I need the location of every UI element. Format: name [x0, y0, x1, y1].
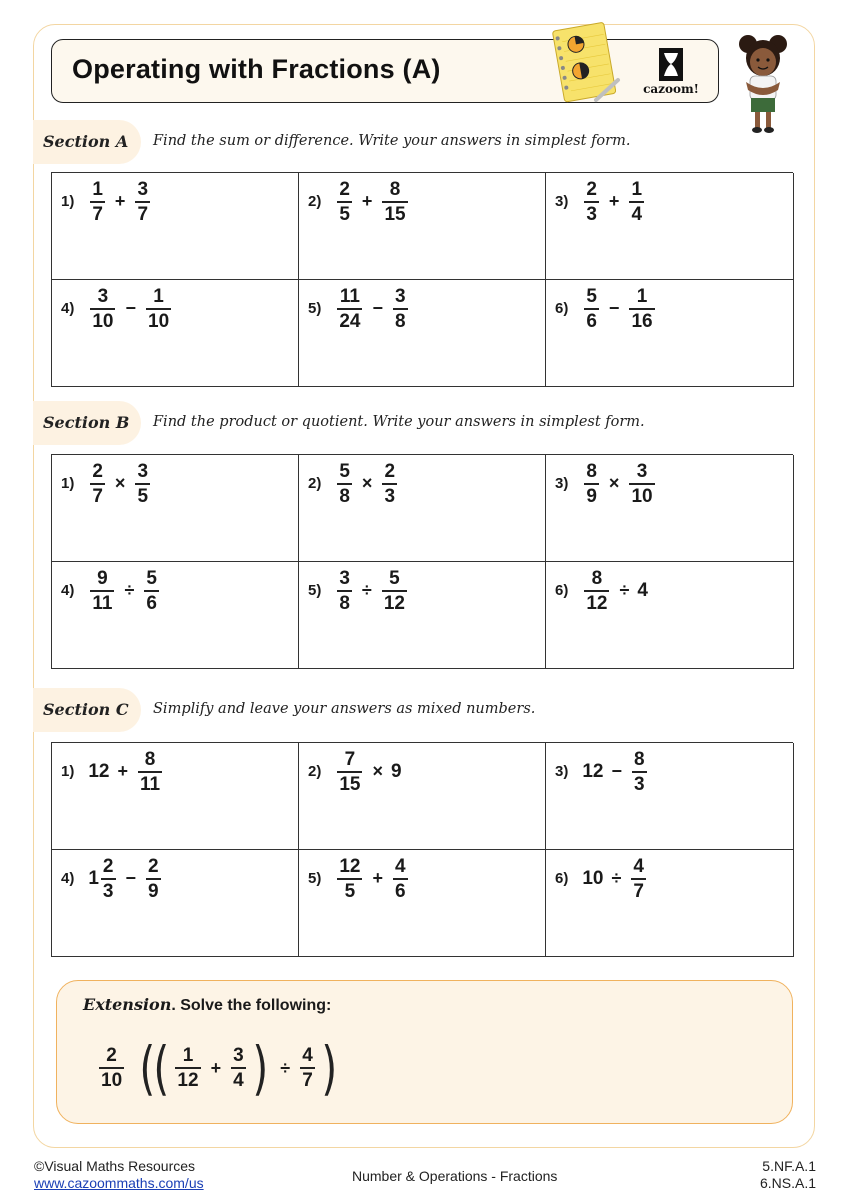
denominator: 3: [634, 773, 645, 795]
question-number: 1): [61, 193, 75, 211]
numerator: 2: [339, 179, 350, 200]
question-cell: [52, 850, 299, 957]
fraction: [144, 568, 159, 614]
question-number: 5): [308, 582, 322, 600]
question-cell: [299, 173, 546, 280]
denominator: 10: [631, 485, 653, 507]
denominator: 3: [586, 203, 597, 225]
denominator: 9: [586, 485, 597, 507]
question-expression: [308, 286, 410, 332]
operator: −: [611, 761, 622, 782]
denominator: 12: [383, 592, 405, 614]
standard-code: 5.NF.A.1: [762, 1158, 816, 1174]
fraction: [90, 179, 105, 225]
question-expression: [61, 749, 164, 795]
question-number: 4): [61, 870, 75, 888]
footer-standards: [760, 1158, 816, 1192]
fraction: [584, 179, 599, 225]
question-number: 4): [61, 582, 75, 600]
numerator: 8: [586, 461, 597, 482]
denominator: 10: [92, 310, 114, 332]
numerator: 5: [389, 568, 400, 589]
operator: +: [361, 191, 373, 212]
question-expression: [555, 461, 657, 507]
question-number: 4): [61, 300, 75, 318]
question-expression: [308, 568, 409, 614]
website-link[interactable]: www.cazoommaths.com/us: [34, 1175, 204, 1191]
numerator: 1: [153, 286, 164, 307]
question-number: 6): [555, 300, 569, 318]
fraction: [584, 286, 599, 332]
denominator: 15: [384, 203, 406, 225]
denominator: 6: [586, 310, 597, 332]
denominator: 7: [92, 203, 103, 225]
fraction: [632, 749, 647, 795]
numerator: 3: [97, 286, 109, 307]
denominator: 8: [395, 310, 406, 332]
fraction: $\frac{3}{4}$: [233, 1045, 244, 1091]
fraction: [382, 179, 407, 225]
question-expression: [555, 749, 649, 795]
extension-box: [56, 980, 793, 1124]
question-number: 1): [61, 475, 75, 493]
question-number: 2): [308, 193, 322, 211]
question-number: 3): [555, 475, 569, 493]
fraction: [101, 856, 116, 902]
numerator: 1: [92, 179, 103, 200]
numerator: 4: [395, 856, 406, 877]
fraction: [393, 286, 408, 332]
copyright-text: ©Visual Maths Resources: [34, 1158, 196, 1174]
denominator: 12: [586, 592, 608, 614]
question-expression: [308, 749, 402, 795]
numerator: 3: [137, 179, 149, 200]
question-cell: [52, 743, 299, 850]
question-expression: [61, 856, 163, 902]
footer-topic: Number & Operations - Fractions: [352, 1168, 558, 1184]
denominator: 4: [631, 203, 643, 225]
numerator: 3: [636, 461, 648, 482]
numerator: 3: [395, 286, 406, 307]
fraction: [584, 461, 599, 507]
fraction: [135, 179, 150, 225]
question-cell: [299, 743, 546, 850]
operator: ÷: [280, 1057, 291, 1078]
fraction: [393, 856, 408, 902]
denominator: 24: [339, 310, 361, 332]
section-c-header: [33, 688, 813, 732]
fraction: [337, 856, 362, 902]
question-number: 2): [308, 475, 322, 493]
fraction: [90, 568, 114, 614]
fraction: [631, 856, 646, 902]
numerator: 2: [92, 461, 103, 482]
denominator: 11: [140, 773, 161, 795]
fraction: [584, 568, 609, 614]
numerator: 2: [102, 856, 114, 877]
numerator: 3: [339, 568, 350, 589]
operator: ×: [114, 473, 126, 494]
numerator: 5: [586, 286, 597, 307]
operator: ÷: [361, 580, 372, 601]
section-instruction: Find the product or quotient. Write your answers in simplest form.: [153, 414, 645, 430]
denominator: 7: [137, 203, 149, 225]
fraction: [629, 179, 644, 225]
fraction: [337, 461, 352, 507]
operator: +: [608, 191, 620, 212]
extension-label: Extension: [83, 995, 172, 1014]
denominator: 9: [148, 880, 159, 902]
cazoom-logo: [636, 44, 706, 100]
extension-instruction: . Solve the following:: [171, 997, 332, 1014]
question-cell: [546, 173, 794, 280]
operator: +: [117, 761, 128, 782]
left-bracket: (: [139, 1034, 156, 1102]
fraction: [138, 749, 162, 795]
question-expression: [308, 856, 410, 902]
numerator: 12: [339, 856, 361, 877]
numerator: 1: [636, 286, 648, 307]
operator: +: [114, 191, 126, 212]
question-number: 1): [61, 763, 75, 781]
fraction: [337, 286, 362, 332]
question-expression: [61, 461, 152, 507]
fraction: [629, 286, 654, 332]
question-number: 3): [555, 763, 569, 781]
question-number: 5): [308, 300, 322, 318]
operator: −: [608, 298, 620, 319]
extension-title: [83, 995, 331, 1015]
denominator: 8: [339, 485, 350, 507]
denominator: 3: [102, 880, 114, 902]
standard-code: 6.NS.A.1: [759, 1175, 816, 1191]
question-cell: [546, 743, 794, 850]
fraction: [90, 461, 105, 507]
question-cell: [52, 562, 299, 669]
fraction: [135, 461, 150, 507]
question-cell: [52, 173, 299, 280]
question-number: 2): [308, 763, 322, 781]
section-b-grid: [51, 454, 793, 669]
numerator: 2: [148, 856, 159, 877]
fraction: $\frac{4}{7}$: [302, 1045, 313, 1091]
section-b-header: [33, 401, 813, 445]
footer-left: [34, 1158, 204, 1192]
section-a-header: [33, 120, 813, 164]
question-number: 6): [555, 870, 569, 888]
question-expression: [308, 461, 399, 507]
fraction: [337, 749, 362, 795]
question-number: 6): [555, 582, 569, 600]
extension-expression: [97, 1034, 341, 1102]
right-bracket: ): [321, 1034, 338, 1102]
page-title: Operating with Fractions (A): [72, 54, 441, 84]
question-cell: [299, 280, 546, 387]
operator: −: [372, 298, 383, 319]
numerator: 11: [339, 286, 360, 307]
fraction: [629, 461, 654, 507]
numerator: 5: [339, 461, 350, 482]
numerator: 5: [146, 568, 157, 589]
denominator: 15: [339, 773, 361, 795]
numerator: 2: [384, 461, 396, 482]
fraction-notepad-icon: [548, 18, 622, 104]
logo-text: cazoom!: [643, 82, 699, 96]
denominator: 5: [344, 880, 356, 902]
numerator: 8: [634, 749, 645, 770]
section-c-grid: [51, 742, 793, 957]
operator: −: [125, 298, 136, 319]
whole-number: 12: [582, 760, 604, 782]
question-cell: [52, 280, 299, 387]
question-expression: [555, 856, 648, 902]
question-expression: [555, 286, 657, 332]
denominator: 3: [384, 485, 396, 507]
fraction: [382, 461, 397, 507]
question-expression: [555, 568, 648, 614]
fraction: [90, 286, 115, 332]
question-number: 3): [555, 193, 569, 211]
question-cell: [52, 455, 299, 562]
whole-number: 9: [391, 760, 402, 782]
operator: +: [210, 1057, 222, 1078]
fraction: $\frac{1}{12}$: [177, 1045, 199, 1091]
numerator: 9: [97, 568, 108, 589]
section-instruction: Simplify and leave your answers as mixed numbers.: [153, 701, 536, 717]
denominator: 7: [92, 485, 103, 507]
question-number: 5): [308, 870, 322, 888]
left-bracket: (: [153, 1034, 170, 1102]
section-label: Section C: [43, 700, 129, 719]
section-label: Section A: [43, 132, 129, 151]
operator: ÷: [611, 868, 622, 889]
fraction: [146, 286, 171, 332]
numerator: 1: [631, 179, 643, 200]
fraction: [337, 568, 352, 614]
denominator: 11: [92, 592, 113, 614]
denominator: 5: [137, 485, 149, 507]
question-cell: [546, 850, 794, 957]
question-cell: [546, 280, 794, 387]
question-expression: [308, 179, 410, 225]
question-cell: [299, 562, 546, 669]
operator: +: [372, 868, 383, 889]
operator: ×: [608, 473, 620, 494]
denominator: 6: [395, 880, 406, 902]
section-a-grid: [51, 172, 793, 387]
whole-number: 12: [88, 760, 110, 782]
operator: −: [125, 868, 137, 889]
student-character-icon: [728, 30, 798, 134]
denominator: 7: [633, 880, 644, 902]
section-instruction: Find the sum or difference. Write your answers in simplest form.: [153, 133, 631, 149]
fraction: [382, 568, 407, 614]
numerator: 7: [344, 749, 356, 770]
numerator: 8: [389, 179, 401, 200]
question-expression: [61, 179, 152, 225]
question-cell: [299, 455, 546, 562]
fraction: [146, 856, 161, 902]
operator: ÷: [619, 580, 630, 601]
question-expression: [555, 179, 646, 225]
operator: ÷: [124, 580, 135, 601]
operator: ×: [372, 761, 383, 782]
section-label: Section B: [43, 413, 130, 432]
numerator: 8: [144, 749, 156, 770]
fraction: $\frac{2}{10}$: [101, 1045, 123, 1091]
question-cell: [299, 850, 546, 957]
right-bracket: ): [252, 1034, 268, 1102]
question-cell: [546, 455, 794, 562]
numerator: 8: [591, 568, 603, 589]
whole-number: 1: [88, 867, 99, 889]
denominator: 16: [631, 310, 653, 332]
question-expression: [61, 568, 161, 614]
numerator: 3: [137, 461, 149, 482]
question-expression: [61, 286, 173, 332]
denominator: 5: [339, 203, 350, 225]
whole-number: 4: [637, 579, 648, 601]
numerator: 2: [586, 179, 597, 200]
denominator: 6: [146, 592, 157, 614]
whole-number: 10: [582, 867, 604, 889]
question-cell: [546, 562, 794, 669]
operator: ×: [361, 473, 373, 494]
numerator: 4: [633, 856, 644, 877]
fraction: [337, 179, 352, 225]
denominator: 10: [148, 310, 170, 332]
denominator: 8: [339, 592, 350, 614]
